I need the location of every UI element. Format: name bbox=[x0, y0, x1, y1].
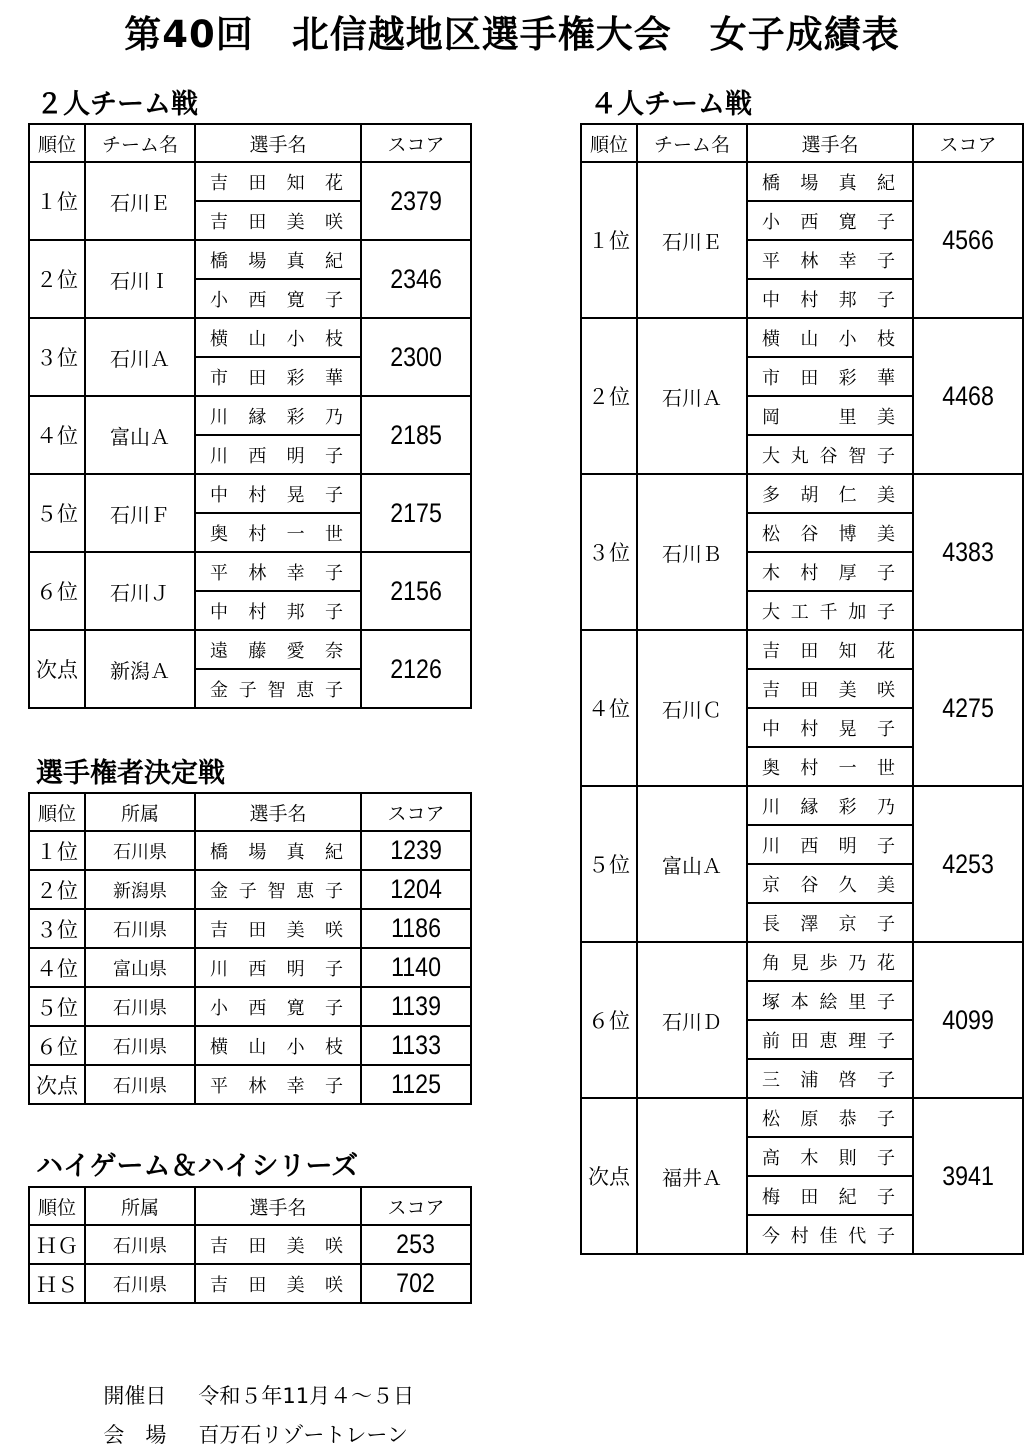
score-cell bbox=[361, 1225, 471, 1264]
score-cell bbox=[361, 870, 471, 909]
player-name-cell: 長澤京子 bbox=[747, 903, 913, 942]
score-cell-value: 2185 bbox=[390, 419, 442, 450]
table-row bbox=[29, 870, 471, 909]
player-name-cell: 平林幸子 bbox=[195, 1065, 361, 1104]
high-game-series-table bbox=[28, 1186, 472, 1304]
player-name-cell: 吉田知花 bbox=[195, 162, 361, 201]
player-name-cell: 岡 里美 bbox=[747, 396, 913, 435]
score-cell bbox=[913, 162, 1023, 318]
player-name-cell: 吉田美咲 bbox=[195, 909, 361, 948]
event-venue-label: 会 場 bbox=[103, 1423, 167, 1447]
rank-cell: ＨＧ bbox=[29, 1225, 85, 1264]
score-cell-value: 2379 bbox=[390, 185, 442, 216]
affiliation-cell: 石川県 bbox=[85, 831, 195, 870]
table-row bbox=[581, 786, 1023, 825]
player-name-cell: 奥村一世 bbox=[195, 513, 361, 552]
score-cell-value: 4566 bbox=[942, 224, 994, 255]
rank-cell: 次点 bbox=[29, 1065, 85, 1104]
player-name-cell: 今村佳代子 bbox=[747, 1215, 913, 1254]
team-cell: 福井Ａ bbox=[637, 1098, 747, 1254]
score-cell bbox=[361, 831, 471, 870]
team-cell: 新潟Ａ bbox=[85, 630, 195, 708]
rank-cell: ２位 bbox=[29, 240, 85, 318]
team-cell: 石川Ｄ bbox=[637, 942, 747, 1098]
score-cell-value: 1139 bbox=[391, 991, 441, 1021]
player-name-cell: 川縁彩乃 bbox=[747, 786, 913, 825]
rank-cell: 次点 bbox=[581, 1098, 637, 1254]
player-name-cell: 橋場真紀 bbox=[195, 240, 361, 279]
score-cell bbox=[361, 396, 471, 474]
player-name-cell: 川縁彩乃 bbox=[195, 396, 361, 435]
table-row bbox=[29, 1065, 471, 1104]
player-name-cell: 奥村一世 bbox=[747, 747, 913, 786]
score-cell bbox=[361, 1026, 471, 1065]
score-cell bbox=[913, 630, 1023, 786]
table-row bbox=[581, 162, 1023, 201]
score-cell-value: 4253 bbox=[942, 848, 994, 879]
champion-section-title: 選手権者決定戦 bbox=[36, 758, 225, 789]
header-rank: 順位 bbox=[581, 124, 637, 162]
score-cell bbox=[361, 1065, 471, 1104]
player-name-cell: 前田恵理子 bbox=[747, 1020, 913, 1059]
table-row bbox=[29, 162, 471, 201]
player-name-cell: 京谷久美 bbox=[747, 864, 913, 903]
score-cell bbox=[361, 552, 471, 630]
score-cell-value: 1186 bbox=[391, 913, 441, 943]
team-cell: 石川Ｊ bbox=[85, 552, 195, 630]
player-name-cell: 川西明子 bbox=[747, 825, 913, 864]
rank-cell: ４位 bbox=[29, 396, 85, 474]
score-cell-value: 1133 bbox=[391, 1030, 441, 1060]
score-cell bbox=[361, 630, 471, 708]
rank-cell: 次点 bbox=[29, 630, 85, 708]
player-name-cell: 中村邦子 bbox=[747, 279, 913, 318]
rank-cell: ５位 bbox=[29, 987, 85, 1026]
header-rank: 順位 bbox=[29, 793, 85, 831]
score-cell bbox=[913, 786, 1023, 942]
score-cell-value: 702 bbox=[396, 1268, 436, 1298]
header-team: チーム名 bbox=[85, 124, 195, 162]
header-score: スコア bbox=[913, 124, 1023, 162]
player-name-cell: 平林幸子 bbox=[195, 552, 361, 591]
table-row bbox=[581, 942, 1023, 981]
player-name-cell: 吉田美咲 bbox=[195, 1264, 361, 1303]
player-name-cell: 吉田美咲 bbox=[195, 1225, 361, 1264]
table-row bbox=[29, 987, 471, 1026]
rank-cell: ３位 bbox=[29, 318, 85, 396]
score-cell bbox=[361, 909, 471, 948]
player-name-cell: 中村晃子 bbox=[747, 708, 913, 747]
table-row bbox=[29, 1225, 471, 1264]
player-name-cell: 多胡仁美 bbox=[747, 474, 913, 513]
event-date-label: 開催日 bbox=[103, 1384, 167, 1408]
player-name-cell: 角見歩乃花 bbox=[747, 942, 913, 981]
header-affiliation: 所属 bbox=[85, 793, 195, 831]
table-row bbox=[29, 1026, 471, 1065]
team-cell: 石川Ｆ bbox=[85, 474, 195, 552]
team-cell: 石川Ａ bbox=[85, 318, 195, 396]
team-cell: 富山Ａ bbox=[85, 396, 195, 474]
header-players: 選手名 bbox=[195, 1187, 361, 1225]
player-name-cell: 小西寛子 bbox=[195, 987, 361, 1026]
rank-cell: ６位 bbox=[29, 1026, 85, 1065]
header-affiliation: 所属 bbox=[85, 1187, 195, 1225]
score-cell-value: 1140 bbox=[391, 952, 441, 982]
header-team: チーム名 bbox=[637, 124, 747, 162]
score-cell-value: 1239 bbox=[390, 835, 442, 865]
score-cell-value: 2156 bbox=[390, 575, 442, 606]
player-name-cell: 木村厚子 bbox=[747, 552, 913, 591]
table-row bbox=[581, 474, 1023, 513]
player-name-cell: 高木則子 bbox=[747, 1137, 913, 1176]
table-row bbox=[29, 831, 471, 870]
team-cell: 石川Ｉ bbox=[85, 240, 195, 318]
affiliation-cell: 石川県 bbox=[85, 1264, 195, 1303]
affiliation-cell: 新潟県 bbox=[85, 870, 195, 909]
score-cell bbox=[361, 240, 471, 318]
two-person-section-title: ２人チーム戦 bbox=[36, 89, 198, 120]
rank-cell: １位 bbox=[29, 831, 85, 870]
high-section-title: ハイゲーム＆ハイシリーズ bbox=[36, 1151, 359, 1182]
score-cell bbox=[913, 318, 1023, 474]
affiliation-cell: 富山県 bbox=[85, 948, 195, 987]
rank-cell: ４位 bbox=[29, 948, 85, 987]
score-cell-value: 1204 bbox=[390, 874, 442, 904]
score-cell bbox=[361, 162, 471, 240]
score-cell-value: 4099 bbox=[942, 1004, 994, 1035]
team-cell: 石川Ｂ bbox=[637, 474, 747, 630]
score-cell bbox=[913, 1098, 1023, 1254]
score-cell-value: 4383 bbox=[942, 536, 994, 567]
table-row bbox=[29, 630, 471, 669]
score-cell bbox=[361, 948, 471, 987]
header-score: スコア bbox=[361, 124, 471, 162]
score-cell-value: 4468 bbox=[942, 380, 994, 411]
table-row bbox=[29, 474, 471, 513]
four-person-table bbox=[580, 123, 1024, 1255]
event-venue bbox=[90, 1395, 408, 1449]
player-name-cell: 遠藤愛奈 bbox=[195, 630, 361, 669]
player-name-cell: 小西寛子 bbox=[747, 201, 913, 240]
score-cell-value: 4275 bbox=[942, 692, 994, 723]
rank-cell: １位 bbox=[581, 162, 637, 318]
header-players: 選手名 bbox=[195, 793, 361, 831]
rank-cell: ＨＳ bbox=[29, 1264, 85, 1303]
player-name-cell: 大丸谷智子 bbox=[747, 435, 913, 474]
player-name-cell: 梅田紀子 bbox=[747, 1176, 913, 1215]
event-date-value: 令和５年11月４～５日 bbox=[198, 1384, 415, 1408]
player-name-cell: 市田彩華 bbox=[747, 357, 913, 396]
affiliation-cell: 石川県 bbox=[85, 1225, 195, 1264]
player-name-cell: 松原恭子 bbox=[747, 1098, 913, 1137]
player-name-cell: 吉田美咲 bbox=[195, 201, 361, 240]
table-row bbox=[29, 909, 471, 948]
score-cell bbox=[361, 474, 471, 552]
team-cell: 石川Ｃ bbox=[637, 630, 747, 786]
table-row bbox=[29, 948, 471, 987]
table-row bbox=[29, 240, 471, 279]
table-row bbox=[581, 1098, 1023, 1137]
header-rank: 順位 bbox=[29, 1187, 85, 1225]
header-players: 選手名 bbox=[747, 124, 913, 162]
player-name-cell: 中村晃子 bbox=[195, 474, 361, 513]
player-name-cell: 松谷博美 bbox=[747, 513, 913, 552]
player-name-cell: 横山小枝 bbox=[195, 318, 361, 357]
table-row bbox=[29, 396, 471, 435]
player-name-cell: 金子智恵子 bbox=[195, 669, 361, 708]
player-name-cell: 横山小枝 bbox=[747, 318, 913, 357]
player-name-cell: 平林幸子 bbox=[747, 240, 913, 279]
table-header-row bbox=[29, 124, 471, 162]
player-name-cell: 吉田美咲 bbox=[747, 669, 913, 708]
player-name-cell: 橋場真紀 bbox=[747, 162, 913, 201]
player-name-cell: 市田彩華 bbox=[195, 357, 361, 396]
player-name-cell: 橋場真紀 bbox=[195, 831, 361, 870]
four-person-section-title: ４人チーム戦 bbox=[590, 89, 752, 120]
player-name-cell: 大工千加子 bbox=[747, 591, 913, 630]
table-row bbox=[29, 318, 471, 357]
rank-cell: ６位 bbox=[29, 552, 85, 630]
score-cell bbox=[361, 318, 471, 396]
score-cell-value: 2126 bbox=[390, 653, 442, 684]
score-cell bbox=[361, 1264, 471, 1303]
header-score: スコア bbox=[361, 793, 471, 831]
rank-cell: ２位 bbox=[29, 870, 85, 909]
rank-cell: ５位 bbox=[581, 786, 637, 942]
team-cell: 富山Ａ bbox=[637, 786, 747, 942]
rank-cell: ２位 bbox=[581, 318, 637, 474]
table-header-row bbox=[581, 124, 1023, 162]
rank-cell: ３位 bbox=[29, 909, 85, 948]
player-name-cell: 塚本絵里子 bbox=[747, 981, 913, 1020]
score-cell bbox=[913, 942, 1023, 1098]
header-score: スコア bbox=[361, 1187, 471, 1225]
score-cell-value: 2175 bbox=[390, 497, 442, 528]
header-rank: 順位 bbox=[29, 124, 85, 162]
player-name-cell: 中村邦子 bbox=[195, 591, 361, 630]
player-name-cell: 横山小枝 bbox=[195, 1026, 361, 1065]
score-cell-value: 2300 bbox=[390, 341, 442, 372]
team-cell: 石川Ｅ bbox=[637, 162, 747, 318]
score-cell-value: 1125 bbox=[391, 1069, 441, 1099]
player-name-cell: 川西明子 bbox=[195, 435, 361, 474]
player-name-cell: 三浦啓子 bbox=[747, 1059, 913, 1098]
player-name-cell: 小西寛子 bbox=[195, 279, 361, 318]
affiliation-cell: 石川県 bbox=[85, 1026, 195, 1065]
page-title: 第40回 北信越地区選手権大会 女子成績表 bbox=[124, 13, 900, 56]
rank-cell: １位 bbox=[29, 162, 85, 240]
table-header-row bbox=[29, 793, 471, 831]
event-venue-value: 百万石リゾートレーン bbox=[198, 1423, 408, 1447]
table-row bbox=[581, 318, 1023, 357]
header-players: 選手名 bbox=[195, 124, 361, 162]
rank-cell: ４位 bbox=[581, 630, 637, 786]
affiliation-cell: 石川県 bbox=[85, 1065, 195, 1104]
score-cell bbox=[913, 474, 1023, 630]
score-cell-value: 3941 bbox=[942, 1160, 994, 1191]
team-cell: 石川Ｅ bbox=[85, 162, 195, 240]
rank-cell: ３位 bbox=[581, 474, 637, 630]
table-row bbox=[581, 630, 1023, 669]
player-name-cell: 川西明子 bbox=[195, 948, 361, 987]
table-row bbox=[29, 552, 471, 591]
two-person-table bbox=[28, 123, 472, 709]
affiliation-cell: 石川県 bbox=[85, 909, 195, 948]
score-cell-value: 2346 bbox=[390, 263, 442, 294]
score-cell-value: 253 bbox=[396, 1229, 436, 1259]
champion-table bbox=[28, 792, 472, 1105]
table-row bbox=[29, 1264, 471, 1303]
player-name-cell: 吉田知花 bbox=[747, 630, 913, 669]
table-header-row bbox=[29, 1187, 471, 1225]
score-cell bbox=[361, 987, 471, 1026]
player-name-cell: 金子智恵子 bbox=[195, 870, 361, 909]
team-cell: 石川Ａ bbox=[637, 318, 747, 474]
rank-cell: ５位 bbox=[29, 474, 85, 552]
affiliation-cell: 石川県 bbox=[85, 987, 195, 1026]
rank-cell: ６位 bbox=[581, 942, 637, 1098]
